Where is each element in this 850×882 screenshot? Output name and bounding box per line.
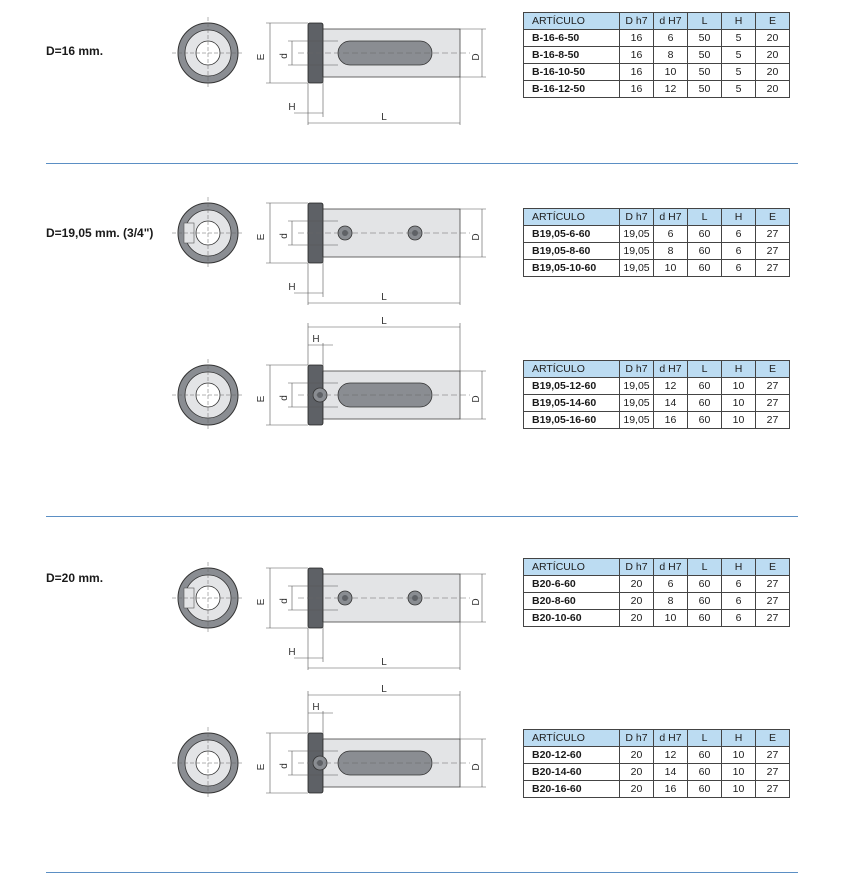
- table-cell: 27: [756, 260, 790, 277]
- table-cell: 14: [654, 764, 688, 781]
- column-header: L: [688, 13, 722, 30]
- table-cell: 27: [756, 226, 790, 243]
- table-cell: 20: [620, 747, 654, 764]
- spec-table-4: [523, 558, 790, 627]
- dim-label-D: D: [471, 233, 482, 241]
- table-row: [524, 395, 790, 412]
- table-cell: 5: [722, 30, 756, 47]
- table-cell: 60: [688, 395, 722, 412]
- dim-label-d: d: [279, 763, 290, 769]
- column-header: d H7: [654, 361, 688, 378]
- table-cell: B-16-10-50: [524, 64, 620, 81]
- table-cell: 6: [654, 226, 688, 243]
- table-cell: B20-10-60: [524, 610, 620, 627]
- spec-table-3: [523, 360, 790, 429]
- end-view: [172, 17, 244, 89]
- table-cell: 19,05: [620, 378, 654, 395]
- dim-label-L: L: [381, 112, 387, 123]
- table-cell: 60: [688, 378, 722, 395]
- column-header: E: [756, 559, 790, 576]
- table-cell: 19,05: [620, 395, 654, 412]
- table-cell: B19,05-12-60: [524, 378, 620, 395]
- table-cell: 20: [756, 64, 790, 81]
- table-cell: 10: [722, 395, 756, 412]
- table-cell: 27: [756, 412, 790, 429]
- column-header: d H7: [654, 209, 688, 226]
- column-header: H: [722, 13, 756, 30]
- table-row: [524, 781, 790, 798]
- table-header-row: [524, 361, 790, 378]
- table-cell: 6: [722, 226, 756, 243]
- column-header: D h7: [620, 361, 654, 378]
- table-cell: B20-6-60: [524, 576, 620, 593]
- column-header: E: [756, 730, 790, 747]
- table-cell: 16: [654, 781, 688, 798]
- table-cell: B20-14-60: [524, 764, 620, 781]
- dim-label-L: L: [381, 292, 387, 303]
- section-divider: [46, 516, 798, 517]
- dim-label-d: d: [279, 53, 290, 59]
- section-label-d20: D=20 mm.: [46, 571, 104, 585]
- table-cell: 27: [756, 395, 790, 412]
- column-header: ARTÍCULO: [524, 730, 620, 747]
- table-cell: 19,05: [620, 260, 654, 277]
- table-row: [524, 30, 790, 47]
- dim-label-L: L: [381, 657, 387, 668]
- table-cell: 27: [756, 610, 790, 627]
- table-cell: 6: [722, 243, 756, 260]
- table-cell: 27: [756, 764, 790, 781]
- column-header: H: [722, 730, 756, 747]
- table-cell: 8: [654, 243, 688, 260]
- table-cell: B20-12-60: [524, 747, 620, 764]
- dim-label-e: E: [256, 763, 267, 771]
- dim-label-D: D: [471, 763, 482, 771]
- column-header: D h7: [620, 13, 654, 30]
- table-cell: 12: [654, 81, 688, 98]
- table-cell: B20-8-60: [524, 593, 620, 610]
- table-cell: 10: [722, 781, 756, 798]
- dim-label-H: H: [288, 102, 296, 113]
- table-cell: 60: [688, 764, 722, 781]
- section-label-d19: D=19,05 mm. (3/4"): [46, 226, 154, 240]
- table-cell: 12: [654, 378, 688, 395]
- spec-table-2: [523, 208, 790, 277]
- table-cell: 19,05: [620, 412, 654, 429]
- table-cell: 10: [722, 764, 756, 781]
- column-header: ARTÍCULO: [524, 361, 620, 378]
- table-header-row: [524, 730, 790, 747]
- column-header: ARTÍCULO: [524, 13, 620, 30]
- table-cell: 16: [620, 64, 654, 81]
- column-header: D h7: [620, 730, 654, 747]
- table-row: [524, 378, 790, 395]
- table-cell: 60: [688, 610, 722, 627]
- table-cell: 14: [654, 395, 688, 412]
- side-view: [298, 23, 470, 83]
- table-cell: 16: [620, 81, 654, 98]
- column-header: L: [688, 209, 722, 226]
- table-cell: 6: [654, 576, 688, 593]
- table-row: [524, 47, 790, 64]
- table-cell: B19,05-16-60: [524, 412, 620, 429]
- table-cell: 20: [620, 610, 654, 627]
- table-cell: 60: [688, 260, 722, 277]
- dim-label-H: H: [312, 702, 320, 713]
- table-cell: B19,05-8-60: [524, 243, 620, 260]
- table-cell: 10: [722, 378, 756, 395]
- column-header: d H7: [654, 13, 688, 30]
- table-row: [524, 593, 790, 610]
- table-cell: 50: [688, 47, 722, 64]
- table-cell: 27: [756, 378, 790, 395]
- table-cell: 16: [620, 30, 654, 47]
- section-divider: [46, 163, 798, 164]
- column-header: E: [756, 209, 790, 226]
- column-header: d H7: [654, 730, 688, 747]
- table-cell: 20: [620, 764, 654, 781]
- table-cell: 6: [722, 576, 756, 593]
- table-row: [524, 260, 790, 277]
- table-cell: 6: [654, 30, 688, 47]
- table-cell: 8: [654, 593, 688, 610]
- column-header: L: [688, 361, 722, 378]
- column-header: d H7: [654, 559, 688, 576]
- dim-label-H: H: [288, 282, 296, 293]
- drawing-bushing-4: [170, 553, 500, 683]
- table-header-row: [524, 209, 790, 226]
- table-cell: 8: [654, 47, 688, 64]
- table-cell: 20: [756, 30, 790, 47]
- table-row: [524, 576, 790, 593]
- dim-label-d: d: [279, 395, 290, 401]
- table-cell: 20: [756, 81, 790, 98]
- table-cell: 5: [722, 64, 756, 81]
- table-cell: 50: [688, 64, 722, 81]
- end-view: [172, 197, 244, 269]
- column-header: ARTÍCULO: [524, 209, 620, 226]
- table-cell: 10: [722, 747, 756, 764]
- table-cell: 27: [756, 781, 790, 798]
- dim-label-H: H: [288, 647, 296, 658]
- drawing-bushing-3: [170, 316, 500, 480]
- table-cell: 16: [654, 412, 688, 429]
- dim-label-D: D: [471, 53, 482, 61]
- column-header: D h7: [620, 209, 654, 226]
- side-view: [298, 203, 470, 263]
- drawing-bushing-1: [170, 8, 500, 138]
- table-row: [524, 226, 790, 243]
- table-cell: 27: [756, 593, 790, 610]
- table-row: [524, 81, 790, 98]
- spec-table-5: [523, 729, 790, 798]
- table-cell: B19,05-10-60: [524, 260, 620, 277]
- table-cell: B-16-12-50: [524, 81, 620, 98]
- column-header: L: [688, 730, 722, 747]
- table-row: [524, 64, 790, 81]
- table-cell: B-16-8-50: [524, 47, 620, 64]
- table-row: [524, 243, 790, 260]
- table-row: [524, 764, 790, 781]
- table-cell: B-16-6-50: [524, 30, 620, 47]
- table-cell: 27: [756, 576, 790, 593]
- table-header-row: [524, 13, 790, 30]
- section-divider: [46, 872, 798, 873]
- table-cell: 10: [654, 260, 688, 277]
- end-view: [172, 562, 244, 634]
- dim-label-d: d: [279, 233, 290, 239]
- table-cell: 60: [688, 593, 722, 610]
- side-view: [298, 365, 470, 425]
- table-cell: 60: [688, 243, 722, 260]
- table-cell: 60: [688, 781, 722, 798]
- column-header: D h7: [620, 559, 654, 576]
- table-cell: 27: [756, 747, 790, 764]
- dim-label-e: E: [256, 395, 267, 403]
- section-label-d16: D=16 mm.: [46, 44, 104, 58]
- spec-table-1: [523, 12, 790, 98]
- table-cell: 20: [620, 576, 654, 593]
- table-cell: 50: [688, 30, 722, 47]
- column-header: E: [756, 361, 790, 378]
- table-cell: 60: [688, 576, 722, 593]
- table-row: [524, 747, 790, 764]
- table-cell: B19,05-14-60: [524, 395, 620, 412]
- table-cell: 60: [688, 412, 722, 429]
- table-cell: 5: [722, 47, 756, 64]
- dim-label-D: D: [471, 395, 482, 403]
- table-cell: 60: [688, 747, 722, 764]
- column-header: ARTÍCULO: [524, 559, 620, 576]
- drawing-bushing-2: [170, 188, 500, 318]
- table-cell: 20: [620, 593, 654, 610]
- side-view: [298, 568, 470, 628]
- table-cell: 16: [620, 47, 654, 64]
- end-view: [172, 727, 244, 799]
- drawing-bushing-5: [170, 684, 500, 848]
- dim-label-H: H: [312, 334, 320, 345]
- table-cell: 5: [722, 81, 756, 98]
- column-header: H: [722, 559, 756, 576]
- table-cell: 6: [722, 260, 756, 277]
- table-cell: 27: [756, 243, 790, 260]
- dim-label-L: L: [381, 684, 387, 695]
- table-cell: 20: [756, 47, 790, 64]
- table-cell: 10: [654, 64, 688, 81]
- table-cell: B19,05-6-60: [524, 226, 620, 243]
- dim-label-e: E: [256, 233, 267, 241]
- table-cell: 6: [722, 610, 756, 627]
- table-row: [524, 412, 790, 429]
- table-cell: 6: [722, 593, 756, 610]
- dim-label-e: E: [256, 53, 267, 61]
- dim-label-e: E: [256, 598, 267, 606]
- table-row: [524, 610, 790, 627]
- table-cell: 50: [688, 81, 722, 98]
- column-header: E: [756, 13, 790, 30]
- column-header: L: [688, 559, 722, 576]
- table-cell: 12: [654, 747, 688, 764]
- dim-label-L: L: [381, 316, 387, 327]
- side-view: [298, 733, 470, 793]
- table-cell: 19,05: [620, 226, 654, 243]
- table-header-row: [524, 559, 790, 576]
- column-header: H: [722, 209, 756, 226]
- dim-label-d: d: [279, 598, 290, 604]
- column-header: H: [722, 361, 756, 378]
- table-cell: 19,05: [620, 243, 654, 260]
- end-view: [172, 359, 244, 431]
- table-cell: 10: [722, 412, 756, 429]
- table-cell: 60: [688, 226, 722, 243]
- table-cell: 10: [654, 610, 688, 627]
- table-cell: B20-16-60: [524, 781, 620, 798]
- dim-label-D: D: [471, 598, 482, 606]
- table-cell: 20: [620, 781, 654, 798]
